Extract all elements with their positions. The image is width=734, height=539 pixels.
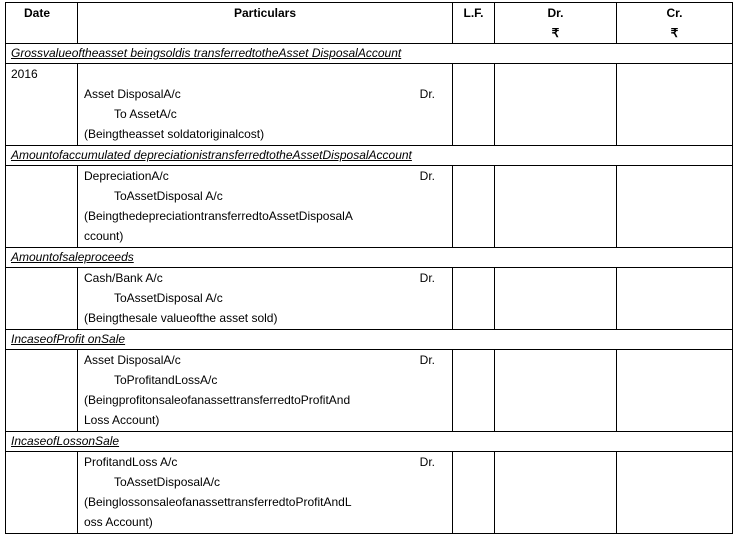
entry-lf [453,64,495,146]
section-heading-row [6,248,733,268]
entry-lf [453,166,495,248]
section-heading: Grossvalueoftheasset beingsoldis transferredtotheAsset DisposalAccount [6,44,733,64]
header-cr-label: Cr. [666,6,683,20]
entry-line-credit: To AssetA/c [114,107,177,121]
debit-marker: Dr. [419,87,435,101]
entry-dr-amount [495,452,617,534]
entry-narration-cont: oss Account) [84,515,153,529]
entry-date [6,452,78,534]
entry-narration: (Beingtheasset soldatoriginalcost) [84,127,265,141]
entry-cr-amount [617,452,733,534]
entry-line-debit: DepreciationA/c [84,169,169,183]
entry-line-debit: Asset DisposalA/c [84,87,181,101]
header-dr [495,3,617,44]
entry-cr-amount [617,64,733,146]
section-heading-row [6,44,733,64]
header-lf: L.F. [453,3,495,44]
entry-lf [453,268,495,330]
entry-cr-amount [617,166,733,248]
entry-line-debit: ProfitandLoss A/c [84,455,178,469]
journal-entry-row [6,268,733,330]
journal-entry-row [6,350,733,432]
entry-narration: (BeinglossonsaleofanassettransferredtoProfitAndL [84,495,352,509]
entry-narration-cont: ccount) [84,229,124,243]
entry-line-credit: ToAssetDisposal A/c [114,189,223,203]
entry-lf [453,452,495,534]
entry-date [6,350,78,432]
section-heading: IncaseofProfit onSale [6,330,733,350]
debit-marker: Dr. [419,271,435,285]
entry-particulars [78,452,453,534]
entry-narration: (BeingthedepreciationtransferredtoAssetDisposalA [84,209,353,223]
entry-line-credit: ToAssetDisposalA/c [114,475,221,489]
entry-dr-amount [495,268,617,330]
debit-marker: Dr. [419,169,435,183]
debit-marker: Dr. [419,455,435,469]
header-particulars: Particulars [78,3,453,44]
entry-date: 2016 [6,64,78,146]
entry-dr-amount [495,64,617,146]
entry-dr-amount [495,166,617,248]
entry-particulars [78,166,453,248]
entry-narration: (Beingthesale valueofthe asset sold) [84,311,278,325]
journal-entry-row [6,64,733,146]
entry-line-credit: ToProfitandLossA/c [114,373,218,387]
section-heading: IncaseofLossonSale [6,432,733,452]
journal-entry-row [6,166,733,248]
section-heading: Amountofaccumulated depreciationistransferredtotheAssetDisposalAccount [6,146,733,166]
entry-cr-amount [617,350,733,432]
entry-line-credit: ToAssetDisposal A/c [114,291,223,305]
entry-narration: (BeingprofitonsaleofanassettransferredtoProfitAnd [84,393,351,407]
journal-entry-row [6,452,733,534]
entry-particulars [78,268,453,330]
section-heading-row [6,432,733,452]
section-heading-row [6,146,733,166]
header-date: Date [6,3,78,44]
debit-marker: Dr. [419,353,435,367]
entry-narration-cont: Loss Account) [84,413,160,427]
entry-cr-amount [617,268,733,330]
entry-dr-amount [495,350,617,432]
header-row [6,3,733,44]
rupee-icon: ₹ [551,26,560,40]
entry-line-debit: Asset DisposalA/c [84,353,181,367]
entry-line-debit: Cash/Bank A/c [84,271,163,285]
entry-particulars [78,64,453,146]
entry-date [6,166,78,248]
header-cr [617,3,733,44]
header-dr-label: Dr. [547,6,564,20]
entry-lf [453,350,495,432]
section-heading: Amountofsaleproceeds [6,248,733,268]
section-heading-row [6,330,733,350]
entry-particulars [78,350,453,432]
rupee-icon: ₹ [670,26,679,40]
entry-date [6,268,78,330]
journal-table [5,2,733,534]
